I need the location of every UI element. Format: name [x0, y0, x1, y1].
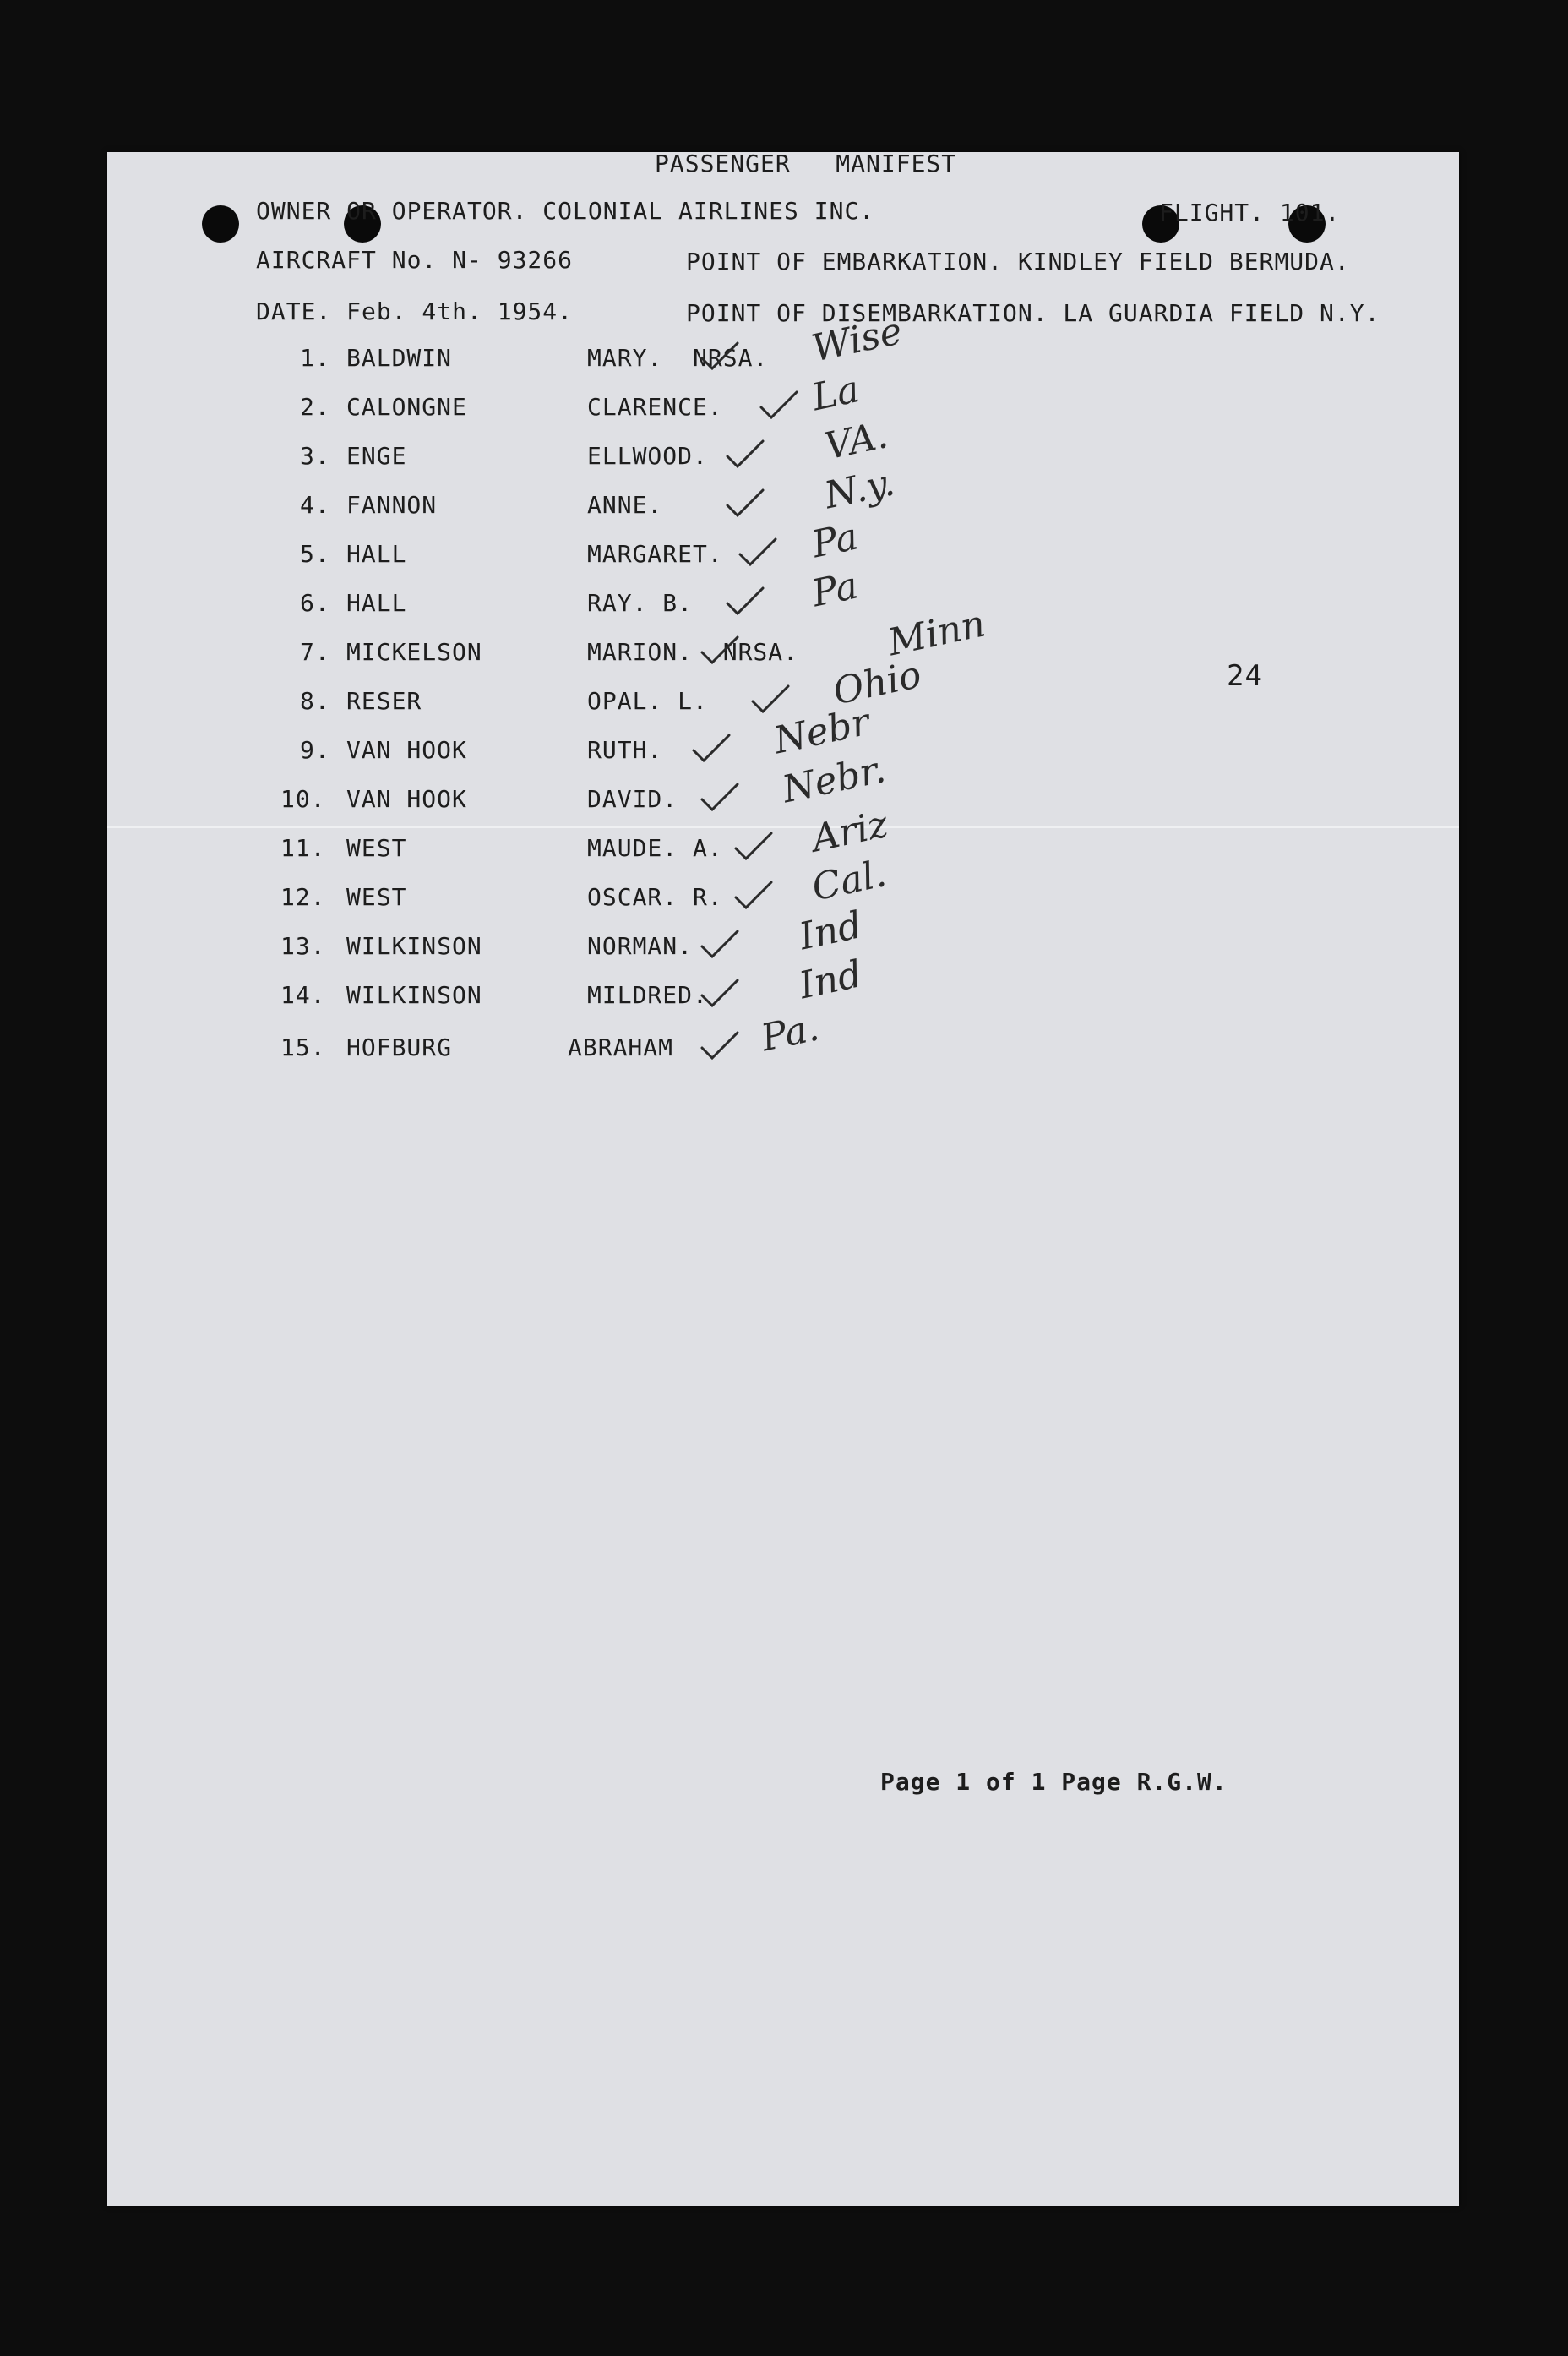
passenger-number: 3. [300, 442, 330, 470]
passenger-given-name: ANNE. [587, 491, 663, 519]
passenger-given-name: MAUDE. A. [587, 834, 723, 862]
passenger-number: 14. [280, 981, 326, 1009]
passenger-surname: WEST [346, 883, 407, 911]
passenger-given-name: RUTH. [587, 736, 663, 764]
manifest-title: PASSENGER MANIFEST [655, 150, 957, 177]
passenger-surname: ENGE [346, 442, 407, 470]
check-mark-icon [690, 732, 732, 766]
check-mark-icon [732, 830, 775, 864]
handwritten-state-note: Nebr. [778, 748, 890, 812]
passenger-number: 4. [300, 491, 330, 519]
manifest-date: DATE. Feb. 4th. 1954. [256, 297, 574, 325]
passenger-surname: BALDWIN [346, 344, 453, 372]
passenger-surname: WILKINSON [346, 932, 482, 960]
check-mark-icon [699, 634, 741, 668]
passenger-number: 12. [280, 883, 326, 911]
passenger-given-name: RAY. B. [587, 589, 694, 617]
check-mark-icon [749, 683, 792, 717]
passenger-surname: VAN HOOK [346, 736, 467, 764]
owner-operator: OWNER OR OPERATOR. COLONIAL AIRLINES INC. [256, 197, 875, 225]
handwritten-state-note: Pa [808, 564, 862, 616]
passenger-number: 5. [300, 540, 330, 568]
check-mark-icon [724, 585, 766, 619]
handwritten-state-note: Ohio [829, 652, 925, 714]
passenger-given-name: MILDRED. [587, 981, 708, 1009]
handwritten-state-note: Minn [884, 602, 989, 665]
passenger-surname: HALL [346, 540, 407, 568]
check-mark-icon [699, 781, 741, 815]
handwritten-state-note: Wise [808, 309, 906, 371]
passenger-number: 7. [300, 638, 330, 666]
passenger-number: 11. [280, 834, 326, 862]
passenger-surname: HALL [346, 589, 407, 617]
passenger-given-name: CLARENCE. [587, 393, 723, 421]
passenger-given-name: MARY. NRSA. [587, 344, 769, 372]
handwritten-state-note: Ind [795, 903, 866, 959]
check-mark-icon [699, 977, 741, 1011]
check-mark-icon [699, 340, 741, 374]
handwritten-state-note: VA. [820, 413, 892, 469]
handwritten-state-note: N.y. [820, 461, 899, 518]
page-number-note: 24 [1227, 659, 1263, 693]
passenger-number: 15. [280, 1033, 326, 1061]
handwritten-state-note: La [808, 368, 863, 420]
passenger-surname: CALONGNE [346, 393, 467, 421]
passenger-given-name: ABRAHAM [568, 1033, 674, 1061]
passenger-number: 10. [280, 785, 326, 813]
check-mark-icon [724, 438, 766, 472]
handwritten-state-note: Ariz [808, 802, 892, 861]
passenger-given-name: ELLWOOD. [587, 442, 708, 470]
passenger-number: 2. [300, 393, 330, 421]
manifest-page [107, 152, 1459, 2206]
embarkation-point: POINT OF EMBARKATION. KINDLEY FIELD BERMUDA. [686, 248, 1350, 275]
passenger-number: 6. [300, 589, 330, 617]
paper-fold-line [107, 826, 1459, 828]
punch-hole-left-1 [202, 205, 239, 243]
footer-page-count: Page 1 of 1 Page R.G.W. [880, 1768, 1228, 1796]
disembarkation-point: POINT OF DISEMBARKATION. LA GUARDIA FIELD N.Y. [686, 299, 1380, 327]
passenger-given-name: MARGARET. [587, 540, 723, 568]
passenger-surname: HOFBURG [346, 1033, 453, 1061]
check-mark-icon [732, 879, 775, 913]
passenger-surname: VAN HOOK [346, 785, 467, 813]
passenger-given-name: OSCAR. R. [587, 883, 723, 911]
passenger-surname: MICKELSON [346, 638, 482, 666]
passenger-number: 8. [300, 687, 330, 715]
check-mark-icon [758, 389, 800, 423]
handwritten-state-note: Nebr [770, 700, 874, 763]
passenger-given-name: DAVID. [587, 785, 678, 813]
aircraft-number: AIRCRAFT No. N- 93266 [256, 246, 574, 274]
passenger-surname: RESER [346, 687, 422, 715]
handwritten-state-note: Pa. [757, 1006, 823, 1061]
passenger-given-name: MARION. NRSA. [587, 638, 799, 666]
check-mark-icon [699, 1029, 741, 1063]
passenger-number: 13. [280, 932, 326, 960]
flight-number: FLIGHT. 101. [1159, 199, 1341, 226]
check-mark-icon [699, 928, 741, 962]
passenger-surname: WEST [346, 834, 407, 862]
passenger-number: 9. [300, 736, 330, 764]
handwritten-state-note: Ind [795, 952, 866, 1008]
passenger-number: 1. [300, 344, 330, 372]
handwritten-state-note: Cal. [808, 852, 890, 910]
passenger-given-name: NORMAN. [587, 932, 694, 960]
passenger-given-name: OPAL. L. [587, 687, 708, 715]
check-mark-icon [724, 487, 766, 521]
check-mark-icon [737, 536, 779, 570]
handwritten-state-note: Pa [808, 515, 862, 567]
passenger-surname: WILKINSON [346, 981, 482, 1009]
passenger-surname: FANNON [346, 491, 438, 519]
